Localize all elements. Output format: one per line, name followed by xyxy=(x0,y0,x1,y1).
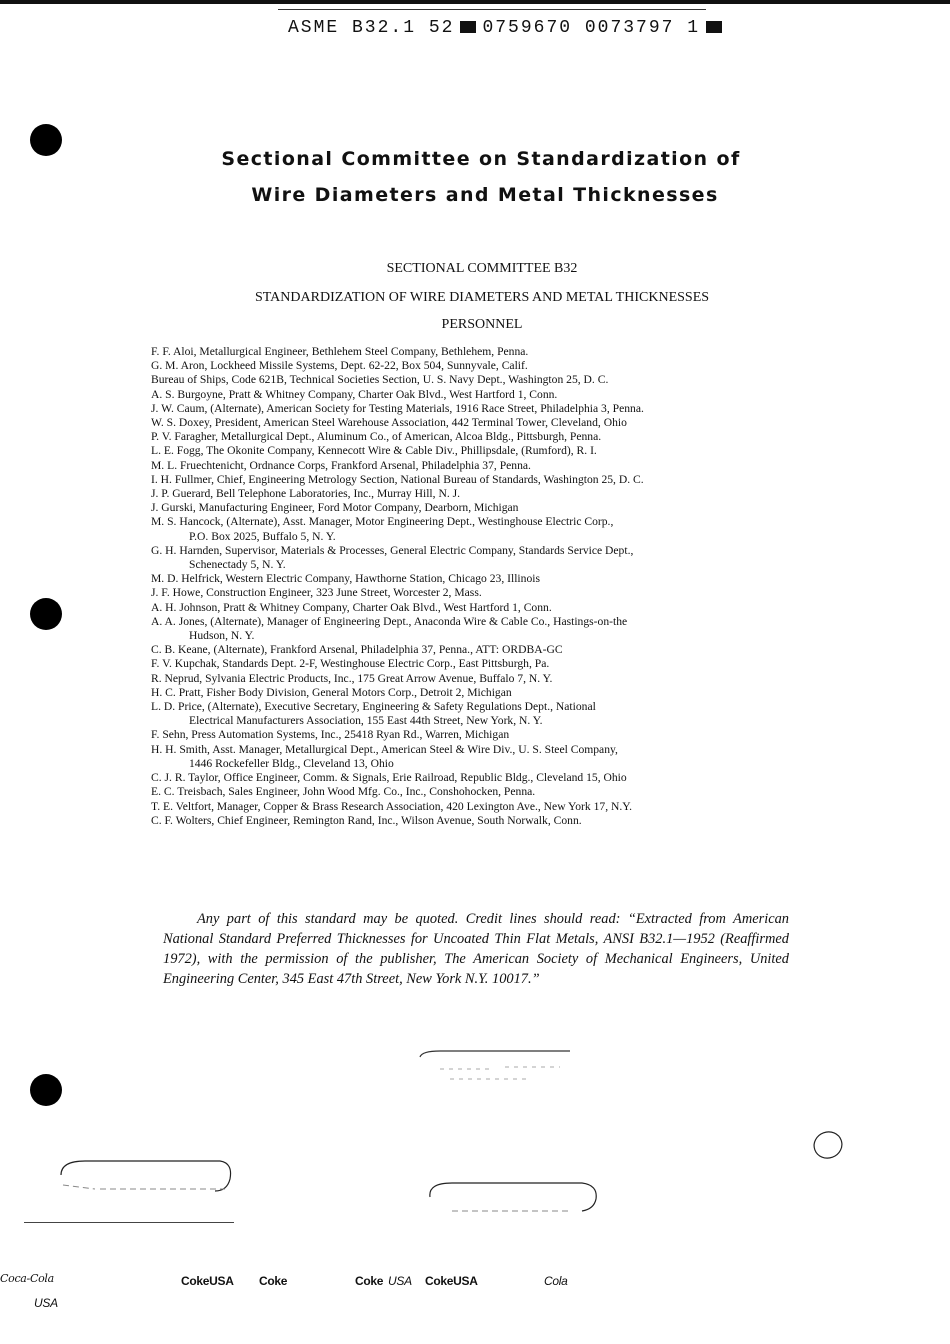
member-entry: J. P. Guerard, Bell Telephone Laboratories, Inc., Murray Hill, N. J. xyxy=(151,487,461,501)
member-entry: Bureau of Ships, Code 621B, Technical Societies Section, U. S. Navy Dept., Washington 25, D. C. xyxy=(151,373,609,387)
footer-word: CokeUSA xyxy=(425,1274,478,1288)
member-entry: A. H. Johnson, Pratt & Whitney Company, Charter Oak Blvd., West Hartford 1, Conn. xyxy=(151,600,552,614)
member-entry: R. Neprud, Sylvania Electric Products, Inc., 175 Great Arrow Avenue, Buffalo 7, N. Y. xyxy=(151,671,553,685)
member-entry-continuation: Electrical Manufacturers Association, 155 East 44th Street, New York, N. Y. xyxy=(189,714,543,728)
committee-name: SECTIONAL COMMITTEE B32 xyxy=(386,261,578,276)
member-entry: G. H. Harnden, Supervisor, Materials & Processes, General Electric Company, Standards Service Dept., xyxy=(151,543,634,557)
faint-stamp-mark xyxy=(55,1155,240,1200)
footer-usa-small: USA xyxy=(34,1296,58,1310)
member-entry: G. M. Aron, Lockheed Missile Systems, Dept. 62-22, Box 504, Sunnyvale, Calif. xyxy=(151,359,528,373)
member-entry-continuation: Schenectady 5, N. Y. xyxy=(189,558,286,572)
footer-word: CokeUSA xyxy=(181,1274,234,1288)
footer-word: Coke xyxy=(355,1274,384,1288)
member-entry: T. E. Veltfort, Manager, Copper & Brass Research Association, 420 Lexington Ave., New York 17, N.Y. xyxy=(151,799,633,813)
committee-scope: STANDARDIZATION OF WIRE DIAMETERS AND METAL THICKNESSES xyxy=(254,290,710,305)
footer-word: USA xyxy=(388,1274,412,1288)
member-entry: A. A. Jones, (Alternate), Manager of Engineering Dept., Anaconda Wire & Cable Co., Hastings-on-the xyxy=(151,614,628,628)
footer-word: Coke xyxy=(259,1274,288,1288)
member-list xyxy=(151,345,831,828)
member-entry: E. C. Treisbach, Sales Engineer, John Wood Mfg. Co., Inc., Conshohocken, Penna. xyxy=(151,785,536,799)
member-entry: J. F. Howe, Construction Engineer, 323 June Street, Worcester 2, Mass. xyxy=(151,586,482,600)
quotation-notice: Any part of this standard may be quoted. Credit lines should read: “Extracted from American National Standard Preferred Thicknesses for Uncoated Thin Flat Metals, ANSI B32.1—1952 (Reaffirmed 1972), with the permission of the publisher, The American Society of Mechanical Engineers, United Engineering Center, 345 East 47th Street, New York N.Y. 10017.” xyxy=(163,911,789,987)
member-entry: W. S. Doxey, President, American Steel Warehouse Association, 442 Terminal Tower, Cleveland, Ohio xyxy=(151,416,627,430)
page-title-line1: Sectional Committee on Standardization of xyxy=(221,148,741,170)
member-entry: I. H. Fullmer, Chief, Engineering Metrology Section, National Bureau of Standards, Washington 25, D. C. xyxy=(151,472,644,486)
member-entry: C. F. Wolters, Chief Engineer, Remington Rand, Inc., Wilson Avenue, South Norwalk, Conn. xyxy=(151,813,582,827)
doc-id-part2: 0759670 0073797 1 xyxy=(482,18,701,38)
doc-id-part1: ASME B32.1 52 xyxy=(288,18,455,38)
member-entry: M. D. Helfrick, Western Electric Company, Hawthorne Station, Chicago 23, Illinois xyxy=(151,572,540,586)
punch-hole-icon xyxy=(30,598,62,630)
faint-stamp-mark xyxy=(422,1175,602,1220)
circle-mark-icon xyxy=(808,1127,848,1163)
member-entry: J. Gurski, Manufacturing Engineer, Ford Motor Company, Dearborn, Michigan xyxy=(151,501,519,515)
member-entry: F. V. Kupchak, Standards Dept. 2-F, Westinghouse Electric Corp., East Pittsburgh, Pa. xyxy=(151,657,550,671)
punch-hole-icon xyxy=(30,1074,62,1106)
member-entry: C. J. R. Taylor, Office Engineer, Comm. & Signals, Erie Railroad, Republic Bldg., Cleveland 15, Ohio xyxy=(151,771,627,785)
personnel-heading: PERSONNEL xyxy=(441,317,523,332)
redaction-block xyxy=(460,21,476,33)
member-entry-continuation: Hudson, N. Y. xyxy=(189,629,255,643)
page-title-line2: Wire Diameters and Metal Thicknesses xyxy=(251,184,719,206)
top-border-line xyxy=(0,0,950,4)
member-entry: F. F. Aloi, Metallurgical Engineer, Bethlehem Steel Company, Bethlehem, Penna. xyxy=(151,345,529,358)
member-entry: A. S. Burgoyne, Pratt & Whitney Company, Charter Oak Blvd., West Hartford 1, Conn. xyxy=(151,387,558,401)
member-entry-continuation: P.O. Box 2025, Buffalo 5, N. Y. xyxy=(189,529,336,543)
member-entry: F. Sehn, Press Automation Systems, Inc., 25418 Ryan Rd., Warren, Michigan xyxy=(151,728,510,742)
member-entry: L. D. Price, (Alternate), Executive Secretary, Engineering & Safety Regulations Dept., National xyxy=(151,700,596,714)
member-entry: M. L. Fruechtenicht, Ordnance Corps, Frankford Arsenal, Philadelphia 37, Penna. xyxy=(151,458,531,472)
document-id-header xyxy=(288,18,728,38)
header-rule xyxy=(278,9,706,10)
member-entry: P. V. Faragher, Metallurgical Dept., Aluminum Co., of American, Alcoa Bldg., Pittsburgh, Penna. xyxy=(151,430,602,444)
member-entry: C. B. Keane, (Alternate), Frankford Arsenal, Philadelphia 37, Penna., ATT: ORDBA-GC xyxy=(151,643,563,657)
footer-word: Cola xyxy=(544,1274,568,1288)
faint-stamp-mark xyxy=(410,1045,585,1090)
member-entry: H. H. Smith, Asst. Manager, Metallurgical Dept., American Steel & Wire Div., U. S. Steel Company, xyxy=(151,742,618,756)
member-entry: L. E. Fogg, The Okonite Company, Kennecott Wire & Cable Div., Phillipsdale, (Rumford), R. I. xyxy=(151,444,597,458)
coca-cola-script-logo: Coca-Cola xyxy=(0,1272,54,1285)
redaction-block xyxy=(706,21,722,33)
member-entry: M. S. Hancock, (Alternate), Asst. Manager, Motor Engineering Dept., Westinghouse Electric Corp., xyxy=(151,515,614,529)
member-entry: H. C. Pratt, Fisher Body Division, General Motors Corp., Detroit 2, Michigan xyxy=(151,685,512,699)
member-entry: J. W. Caum, (Alternate), American Society for Testing Materials, 1916 Race Street, Philadelphia 3, Penna. xyxy=(151,401,644,415)
bottom-rule xyxy=(24,1222,234,1223)
member-entry-continuation: 1446 Rockefeller Bldg., Cleveland 13, Ohio xyxy=(189,756,394,770)
